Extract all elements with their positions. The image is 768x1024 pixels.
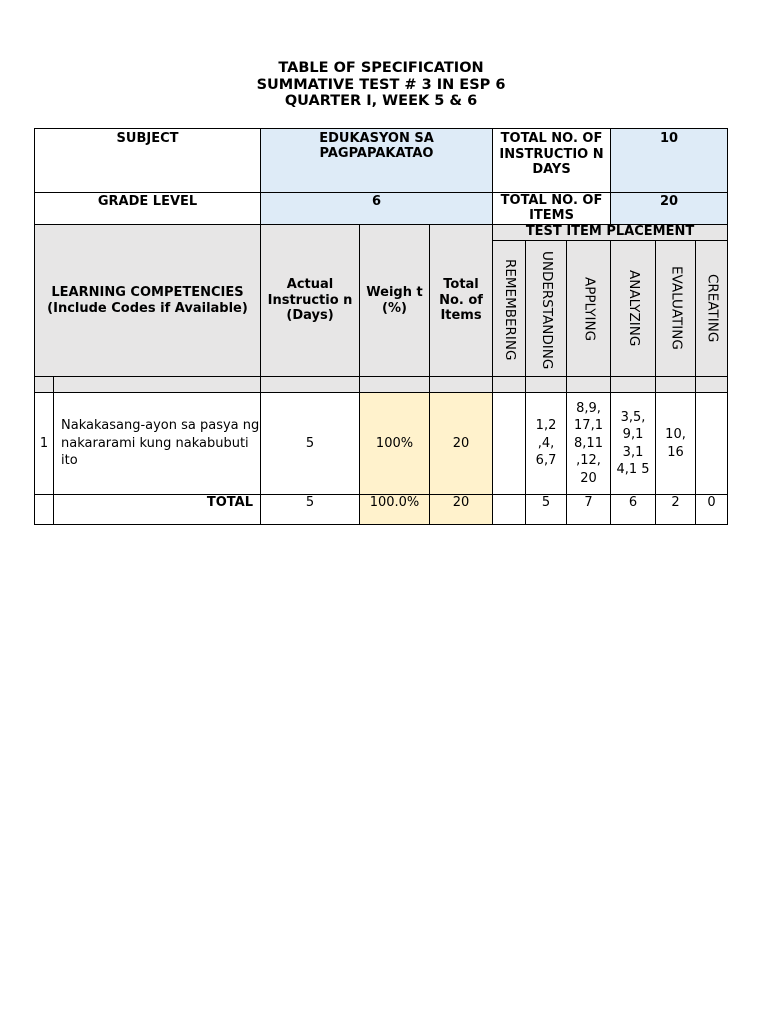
level-evaluating-label: EVALUATING (668, 266, 685, 350)
total-days-value: 10 (611, 129, 728, 193)
total-label: TOTAL (54, 495, 261, 525)
title-line-2: SUMMATIVE TEST # 3 IN ESP 6 (256, 76, 506, 93)
spacer-cell (493, 377, 526, 393)
total-applying: 7 (567, 495, 611, 525)
items-header: Total No. of Items (430, 225, 493, 377)
level-applying (567, 241, 611, 377)
total-items: 20 (430, 495, 493, 525)
grade-value: 6 (261, 193, 493, 225)
specification-table (34, 128, 728, 525)
level-analyzing-label: ANALYZING (625, 270, 642, 347)
level-applying-label: APPLYING (581, 277, 598, 342)
row-weight: 100% (360, 393, 430, 495)
document-title (0, 60, 762, 110)
level-remembering-label: REMEMBERING (501, 259, 518, 361)
row-items: 20 (430, 393, 493, 495)
total-understanding: 5 (526, 495, 567, 525)
total-weight: 100.0% (360, 495, 430, 525)
spacer-cell (261, 377, 360, 393)
header-row-top (35, 225, 728, 241)
row-days: 5 (261, 393, 360, 495)
spacer-cell (611, 377, 656, 393)
competencies-header: LEARNING COMPETENCIES (Include Codes if Available) (35, 225, 261, 377)
level-analyzing (611, 241, 656, 377)
spacer-cell (360, 377, 430, 393)
weight-header: Weigh t (%) (360, 225, 430, 377)
spacer-cell (430, 377, 493, 393)
subject-label: SUBJECT (35, 129, 261, 193)
title-line-3: QUARTER I, WEEK 5 & 6 (284, 93, 478, 109)
row-understanding: 1,2 ,4, 6,7 (526, 393, 567, 495)
level-understanding-label: UNDERSTANDING (538, 251, 555, 370)
total-items-value: 20 (611, 193, 728, 225)
total-row (35, 495, 728, 525)
row-remembering (493, 393, 526, 495)
level-understanding (526, 241, 567, 377)
spacer-cell (656, 377, 696, 393)
level-creating-label: CREATING (704, 274, 721, 343)
row-applying: 8,9, 17,1 8,11 ,12, 20 (567, 393, 611, 495)
spacer-cell (526, 377, 567, 393)
competency-text: Nakakasang-ayon sa pasya ng nakararami kung nakabubuti ito (54, 393, 261, 495)
total-items-label: TOTAL NO. OF ITEMS (493, 193, 611, 225)
days-header: Actual Instructio n (Days) (261, 225, 360, 377)
total-number-cell (35, 495, 54, 525)
row-evaluating: 10, 16 (656, 393, 696, 495)
total-creating: 0 (696, 495, 728, 525)
row-analyzing: 3,5, 9,1 3,1 4,1 5 (611, 393, 656, 495)
subject-row (35, 129, 728, 193)
row-number: 1 (35, 393, 54, 495)
table-row (35, 393, 728, 495)
spacer-cell (35, 377, 54, 393)
level-remembering (493, 241, 526, 377)
grade-label: GRADE LEVEL (35, 193, 261, 225)
placement-header: TEST ITEM PLACEMENT (493, 225, 728, 241)
total-days: 5 (261, 495, 360, 525)
spacer-cell (567, 377, 611, 393)
row-creating (696, 393, 728, 495)
total-remembering (493, 495, 526, 525)
spacer-row (35, 377, 728, 393)
level-creating (696, 241, 728, 377)
total-analyzing: 6 (611, 495, 656, 525)
grade-row (35, 193, 728, 225)
spacer-cell (54, 377, 261, 393)
subject-value: EDUKASYON SA PAGPAPAKATAO (261, 129, 493, 193)
spacer-cell (696, 377, 728, 393)
total-evaluating: 2 (656, 495, 696, 525)
level-evaluating (656, 241, 696, 377)
title-line-1: TABLE OF SPECIFICATION (278, 60, 484, 76)
total-days-label: TOTAL NO. OF INSTRUCTIO N DAYS (493, 129, 611, 193)
